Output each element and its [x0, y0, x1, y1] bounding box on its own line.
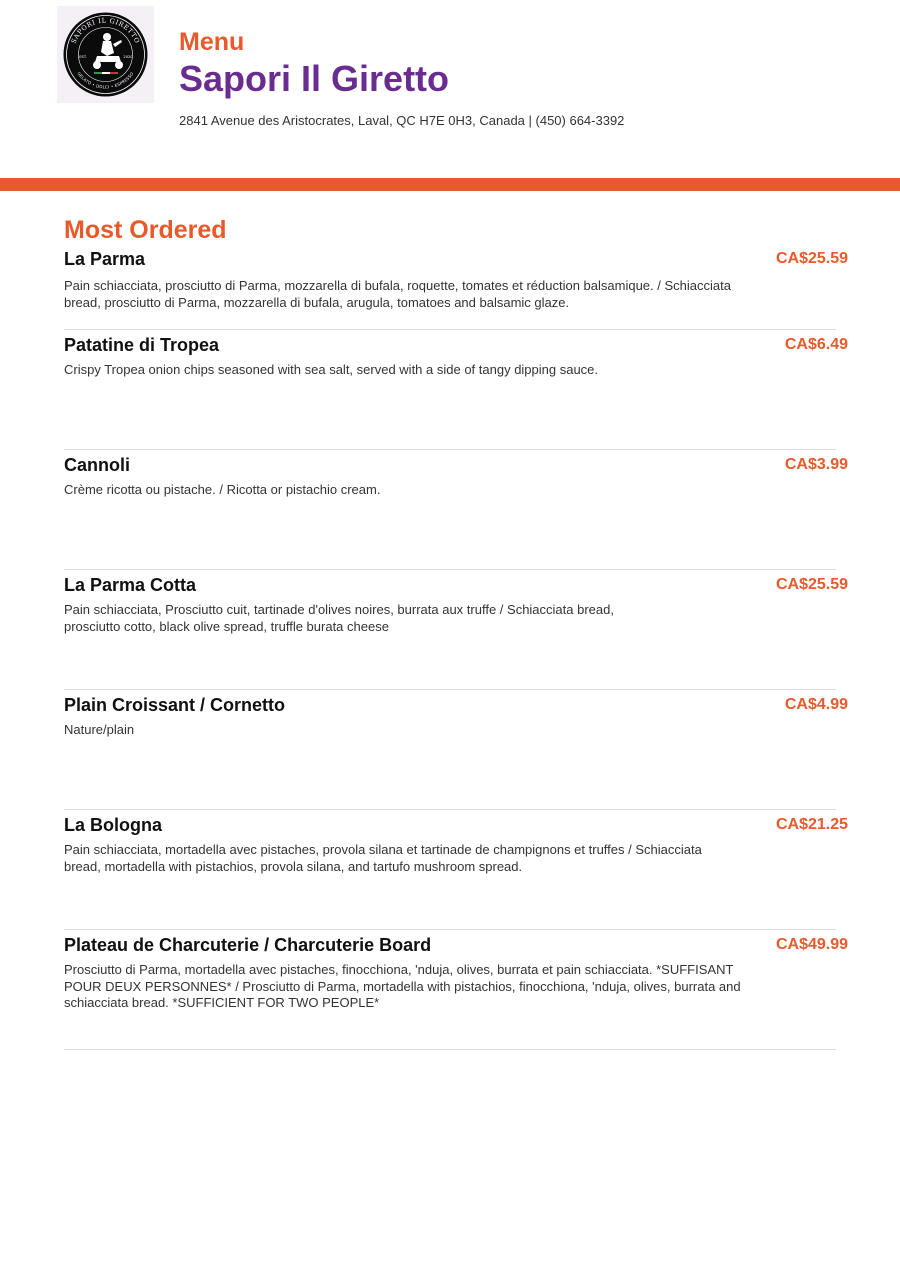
menu-item[interactable] [64, 810, 848, 930]
menu-item[interactable] [64, 450, 848, 570]
menu-header [0, 0, 900, 178]
menu-item[interactable] [64, 690, 848, 810]
menu-item-name: Plateau de Charcuterie / Charcuterie Board [64, 935, 432, 955]
logo-ring-top-text: SAPORI IL GIRETTO [69, 16, 142, 45]
menu-item-price: CA$3.99 [784, 456, 848, 473]
restaurant-address: 2841 Avenue des Aristocrates, Laval, QC H7E 0H3, Canada | (450) 664-3392 [179, 113, 625, 128]
header-divider-bar [0, 178, 900, 191]
menu-item-description: Pain schiacciata, mortadella avec pistaches, provola silana et tartinade de champignons et truffes / Schiacciata bread, mortadella with pistachios, provola silana, and tartufo mushroom spread. [64, 842, 702, 874]
menu-item-description: Prosciutto di Parma, mortadella avec pistaches, finocchiona, 'nduja, olives, burrata et pain schiacciata. *SUFFISANT POUR DEUX PERSONNES* / Prosciutto di Parma, mortadella with pistachios, finocchiona, 'nduja, olives, burrata and schiacciata bread. *SUFFICIENT FOR TWO PEOPLE* [64, 962, 741, 1010]
menu-item-list [64, 212, 848, 1050]
logo-emblem-icon [57, 6, 154, 103]
menu-item-name: La Bologna [64, 815, 162, 835]
menu-item[interactable] [64, 212, 848, 330]
menu-item-price: CA$4.99 [784, 696, 848, 713]
logo-year-text: 2020 [123, 55, 133, 59]
logo-ring-bottom-text: GELATO • DOLCI • ESPRESSO [76, 70, 135, 90]
menu-item[interactable] [64, 330, 848, 450]
menu-item-price: CA$21.25 [775, 816, 848, 833]
menu-item[interactable] [64, 930, 848, 1050]
menu-item-price: CA$49.99 [775, 936, 848, 953]
most-ordered-section [64, 214, 848, 1084]
menu-item-description: Pain schiacciata, prosciutto di Parma, mozzarella di bufala, roquette, tomates et réduction balsamique. / Schiacciata bread, prosciutto di Parma, mozzarella di bufala, arugula, tomatoes and balsamic glaze. [64, 278, 731, 310]
menu-item-price: CA$6.49 [784, 336, 848, 353]
section-title: Most Ordered [64, 216, 227, 244]
menu-item[interactable] [64, 570, 848, 690]
menu-item-name: La Parma Cotta [64, 575, 197, 595]
menu-item-description: Nature/plain [64, 722, 135, 737]
menu-item-name: Plain Croissant / Cornetto [64, 695, 286, 715]
menu-item-name: Cannoli [64, 455, 130, 475]
menu-item-description: Pain schiacciata, Prosciutto cuit, tartinade d'olives noires, burrata aux truffe / Schiacciata bread, prosciutto cotto, black olive spread, truffle burata cheese [64, 602, 614, 634]
menu-item-description: Crème ricotta ou pistache. / Ricotta or pistachio cream. [64, 482, 381, 497]
restaurant-logo [57, 6, 154, 103]
logo-est-text: EST. [79, 55, 87, 59]
menu-item-name: La Parma [64, 249, 146, 269]
restaurant-name: Sapori Il Giretto [179, 58, 450, 99]
menu-item-price: CA$25.59 [775, 250, 848, 267]
menu-label: Menu [179, 28, 245, 56]
menu-item-description: Crispy Tropea onion chips seasoned with sea salt, served with a side of tangy dipping sauce. [64, 362, 599, 377]
menu-item-name: Patatine di Tropea [64, 335, 220, 355]
menu-item-price: CA$25.59 [775, 576, 848, 593]
